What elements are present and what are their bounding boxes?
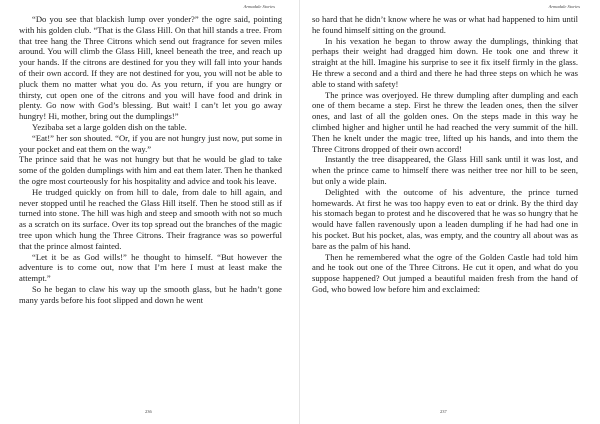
- page-number: 237: [440, 409, 447, 414]
- running-head: Armadale Stories: [243, 4, 275, 9]
- body-text: [312, 14, 578, 295]
- paragraph: “Eat!” her son shouted. “Or, if you are not hungry just now, put some in your pocket and eat them on the way.”: [19, 132, 282, 154]
- paragraph: He trudged quickly on from hill to dale, from dale to hill again, and never stopped until he reached the Glass Hill itself. Then he stood still as if turned into stone. The hill was high and steep and smooth with not so much as a scratch on its surface. Over its top spread out the branches of the magic tree upon which hung the Three Citrons. Their fragrance was so powerful that the prince almost fainted.: [19, 186, 282, 251]
- paragraph: In his vexation he began to throw away the dumplings, thinking that perhaps their weight had dragged him down. He took one and threw it straight at the hill. Imagine his surprise to see it fix itself firmly in the glass. He threw a second and a third and there he had three steps on which he was able to stand with safety!: [312, 35, 578, 89]
- paragraph: The prince was overjoyed. He threw dumpling after dumpling and each one of them became a step. First he threw the leaden ones, then the silver ones, and last of all the golden ones. On the steps made in this way he climbed higher and higher until he had reached the very summit of the hill. Then he knelt under the magic tree, lifted up his hands, and into them the Three Citrons dropped of their own accord!: [312, 89, 578, 154]
- paragraph: The prince said that he was not hungry but that he would be glad to take some of the golden dumplings with him and eat them later. Then he thanked the ogre most courteously for his hospitality and advice and took his leave.: [19, 154, 282, 186]
- page-number: 236: [145, 409, 152, 414]
- paragraph: Instantly the tree disappeared, the Glass Hill sank until it was lost, and when the prince came to himself there was neither tree nor hill to be seen, but only a wide plain.: [312, 154, 578, 186]
- paragraph: “Do you see that blackish lump over yonder?” the ogre said, pointing with his golden club. “That is the Glass Hill. On that hill stands a tree. From that tree hang the Three Citrons which send out fragrance for seven miles around. You will climb the Glass Hill, kneel beneath the tree, and reach up your hands. If the citrons are destined for you they will fall into your hands of their own accord. If they are not destined for you, you will not be able to pluck them no matter what you do. As you return, if you are hungry or thirsty, cut open one of the citrons and you will have food and drink in plenty. Go now with God’s blessing. But wait! I can’t let you go away hungry! Hi, mother, bring out the dumplings!”: [19, 14, 282, 122]
- paragraph: So he began to claw his way up the smooth glass, but he hadn’t gone many yards before his foot slipped and down he went: [19, 283, 282, 305]
- body-text: [19, 14, 282, 306]
- paragraph: “Let it be as God wills!” he thought to himself. “But however the adventure is to come out, now that I’m here I must at least make the attempt.”: [19, 251, 282, 284]
- paragraph: Then he remembered what the ogre of the Golden Castle had told him and he took out one of the Three Citrons. He cut it open, and what do you suppose happened? Out jumped a beautiful maiden fresh from the hand of God, who bowed low before him and exclaimed:: [312, 251, 578, 294]
- paragraph: Delighted with the outcome of his adventure, the prince turned homewards. At first he was too happy even to eat or drink. By the third day his stomach began to protest and he discovered that he was so hungry that he would have fallen ravenously upon a leaden dumpling if he had had one in his pocket. But his pocket, alas, was empty, and the country all about was as bare as the palm of his hand.: [312, 186, 578, 251]
- running-head: Armadale Stories: [548, 4, 580, 9]
- paragraph: Yezibaba set a large golden dish on the table.: [32, 121, 187, 132]
- right-page: [300, 0, 600, 424]
- paragraph: so hard that he didn’t know where he was or what had happened to him until he found himself sitting on the ground.: [312, 14, 578, 35]
